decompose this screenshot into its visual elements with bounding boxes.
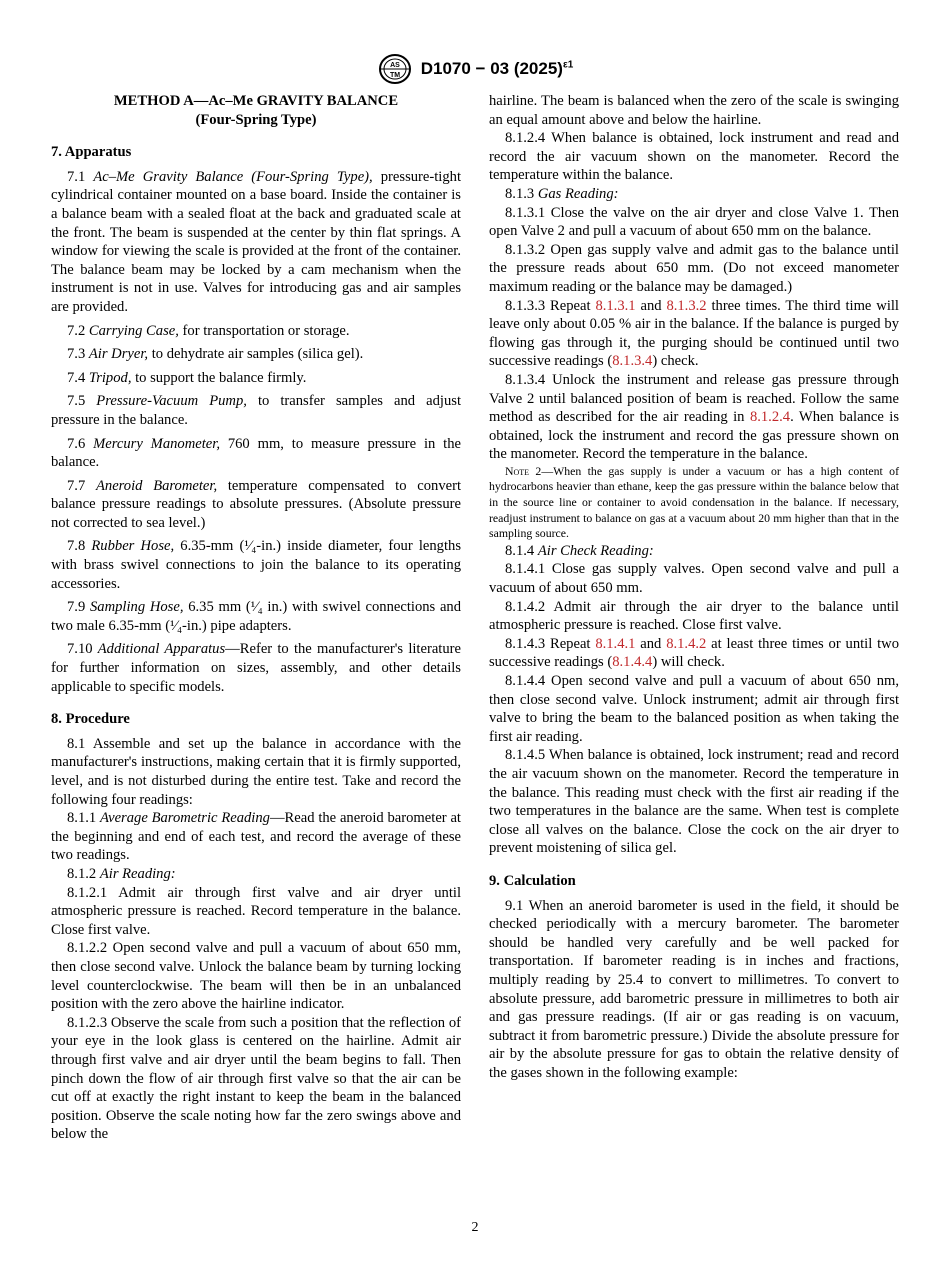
left-column <box>51 92 461 1144</box>
paragraph-7-8: 7.8 Rubber Hose, 6.35-mm (¹⁄₄-in.) inside diameter, four lengths with brass swivel connections to join the balance to its operating accessories. <box>51 538 461 592</box>
paragraph-8-1-2-2: 8.1.2.2 Open second valve and pull a vacuum of about 650 mm, then close second valve. Unlock the balance beam by turning locking level counterclockwise. The beam will then be in an unbalanced position with the zero above the hairline indicator. <box>51 940 461 1013</box>
edition-superscript: ε1 <box>562 59 574 71</box>
paragraph-7-7: 7.7 Aneroid Barometer, temperature compensated to convert balance pressure readings to absolute pressures. (Absolute pressure not corrected to sea level.) <box>51 477 462 531</box>
section-8-heading: 8. Procedure <box>51 711 130 728</box>
paragraph-8-1-4-1: 8.1.4.1 Close gas supply valves. Open second valve and pull a vacuum of about 650 mm. <box>489 561 899 597</box>
paragraph-7-9: 7.9 Sampling Hose, 6.35 mm (¹⁄₄ in.) with swivel connections and two male 6.35-mm (¹⁄₄-in.) pipe adapters. <box>51 599 462 634</box>
paragraph-7-4: 7.4 Tripod, to support the balance firmly. <box>67 369 307 386</box>
paragraph-7-6: 7.6 Mercury Manometer, 760 mm, to measure pressure in the balance. <box>51 435 462 471</box>
paragraph-7-3: 7.3 Air Dryer, to dehydrate air samples (silica gel). <box>67 346 364 363</box>
link-8-1-4-1[interactable]: 8.1.4.1 <box>595 635 636 652</box>
paragraph-8-1: 8.1 Assemble and set up the balance in accordance with the manufacturer's instructions, making certain that it is firmly supported, level, and is not disturbed during the entire test. Take and record the following four readings: <box>51 735 461 808</box>
paragraph-8-1-3-2: 8.1.3.2 Open gas supply valve and admit gas to the balance until the pressure reads about 650 mm. (Do not exceed manometer maximum reading or the balance may be damaged.) <box>489 241 899 295</box>
paragraph-8-1-3: 8.1.3 Gas Reading: <box>505 185 619 202</box>
paragraph-7-1: 7.1 Ac–Me Gravity Balance (Four-Spring Type), pressure-tight cylindrical container mounted on a base board. Inside the container is a balance beam with a sealed float at the back and graduated scale at the front. The beam is suspended at the center by thin flat springs. A window for viewing the scale is provided at the front of the container. The balance beam may be locked by a cam mechanism when the instrument is not in use. Valves for introducing gas and air samples are provided. <box>51 168 462 315</box>
paragraph-8-1-4: 8.1.4 Air Check Reading: <box>505 542 654 559</box>
paragraph-8-1-4-5: 8.1.4.5 When balance is obtained, lock instrument; read and record the air vacuum shown on the manometer. Record the temperature in the balance. This reading must check with the first air reading if the two temperatures in the balance are the same. When test is complete close all valves on the balance. Close the cock on the air dryer to prevent moistening of silica gel. <box>489 747 899 857</box>
paragraph-8-1-4-4: 8.1.4.4 Open second valve and pull a vacuum of about 650 nm, then close second valve. Unlock instrument; admit air through first valve to bring the beam to the balanced position as when taking the first air reading. <box>489 673 899 745</box>
paragraph-8-1-4-3: 8.1.4.3 Repeat 8.1.4.1 and 8.1.4.2 at least three times or until two successive readings (8.1.4.4) will check. <box>489 635 899 671</box>
paragraph-9-1: 9.1 When an aneroid barometer is used in the field, it should be checked periodically with a mercury barometer. The barometer should be handled very carefully and be well packed for transportation. If barometer reading is in inches and fractions, multiply reading by 25.4 to convert to millimetres. To convert to absolute pressure, add barometric pressure in millimetres to both air and gas pressure readings. (If air or gas reading is on vacuum, subtract it from barometric pressure.) Divide the absolute pressure for air by the absolute pressure for gas to obtain the relative density of the gases shown in the following example: <box>489 897 899 1081</box>
section-9-heading: 9. Calculation <box>489 872 576 889</box>
svg-text:TM: TM <box>389 72 400 79</box>
link-8-1-3-4[interactable]: 8.1.3.4 <box>612 353 653 370</box>
paragraph-8-1-2-1: 8.1.2.1 Admit air through first valve and air dryer until atmospheric pressure is reached. Record temperature in the balance. Close first valve. <box>51 884 461 938</box>
paragraph-8-1-3-3: 8.1.3.3 Repeat 8.1.3.1 and 8.1.3.2 three times. The third time will leave only about 0.05 % air in the balance. If the balance is purged by flowing gas through it, the purging should be continued until two successive readings (8.1.3.4) check. <box>489 297 899 370</box>
link-8-1-4-2[interactable]: 8.1.4.2 <box>666 635 707 652</box>
document-id: D1070 − 03 $(2025)^{\varepsilon 1}$ <box>420 59 574 78</box>
page-header <box>0 52 950 86</box>
paragraph-8-1-2-3: 8.1.2.3 Observe the scale from such a position that the reflection of your eye in the look glass is centered on the hairline. Admit air through first valve and air dryer until the beam begins to fall. Then pinch down the flow of air through first valve so that the air can be cut off at exactly the right instant to keep the beam in the balanced position. Observe the scale noting how far the zero swings above and below the <box>51 1014 461 1143</box>
astm-logo-icon <box>377 53 413 85</box>
paragraph-8-1-4-2: 8.1.4.2 Admit air through the air dryer to the balance until atmospheric pressure is reached. Close first valve. <box>489 598 899 634</box>
paragraph-8-1-1: 8.1.1 Average Barometric Reading—Read the aneroid barometer at the beginning and end of each test, and record the average of these two readings. <box>51 810 461 864</box>
link-8-1-3-1[interactable]: 8.1.3.1 <box>595 297 636 314</box>
method-subtitle: (Four-Spring Type) <box>195 111 317 128</box>
paragraph-8-1-2-3-continued: hairline. The beam is balanced when the zero of the scale is swinging an equal amount above and below the hairline. <box>489 93 899 128</box>
paragraph-7-5: 7.5 Pressure-Vacuum Pump, to transfer samples and adjust pressure in the balance. <box>51 393 461 428</box>
paragraph-8-1-2-4: 8.1.2.4 When balance is obtained, lock instrument and read and record the air vacuum shown on the manometer. Record the temperature within the balance. <box>489 130 899 184</box>
section-7-heading: 7. Apparatus <box>51 144 132 161</box>
link-8-1-4-4[interactable]: 8.1.4.4 <box>612 654 653 671</box>
link-8-1-2-4[interactable]: 8.1.2.4 <box>749 409 791 426</box>
right-column <box>489 92 899 1082</box>
paragraph-7-10: 7.10 Additional Apparatus—Refer to the manufacturer's literature for further information on sizes, assembly, and other details applicable to specific models. <box>51 641 461 695</box>
paragraph-8-1-2: 8.1.2 Air Reading: <box>67 865 176 882</box>
svg-text:AS: AS <box>389 62 400 69</box>
paragraph-8-1-3-4: 8.1.3.4 Unlock the instrument and release gas pressure through Valve 2 until balanced position of beam is reached. Follow the same method as described for the air reading in 8.1.2.4. When balance is obtained, lock the instrument and record the gas pressure shown on the manometer. Record the temperature in the balance. <box>489 371 900 463</box>
paragraph-8-1-3-1: 8.1.3.1 Close the valve on the air dryer and close Valve 1. Then open Valve 2 and pull a vacuum of about 650 mm on the balance. <box>489 204 899 240</box>
link-8-1-3-2[interactable]: 8.1.3.2 <box>666 297 707 314</box>
note-2: Note 2—When the gas supply is under a vacuum or has a high content of hydrocarbons heavier than ethane, keep the gas pressure within the balance below that in the source line or container to avoid condensation in the balance. If necessary, readjust instrument to balance on gas at a vacuum about 20 mm higher than that in the sampling source. <box>489 463 900 541</box>
paragraph-7-2: 7.2 Carrying Case, for transportation or storage. <box>67 322 350 339</box>
page-number: 2 <box>471 1220 479 1235</box>
method-title: METHOD A—Ac–Me GRAVITY BALANCE <box>113 93 399 109</box>
